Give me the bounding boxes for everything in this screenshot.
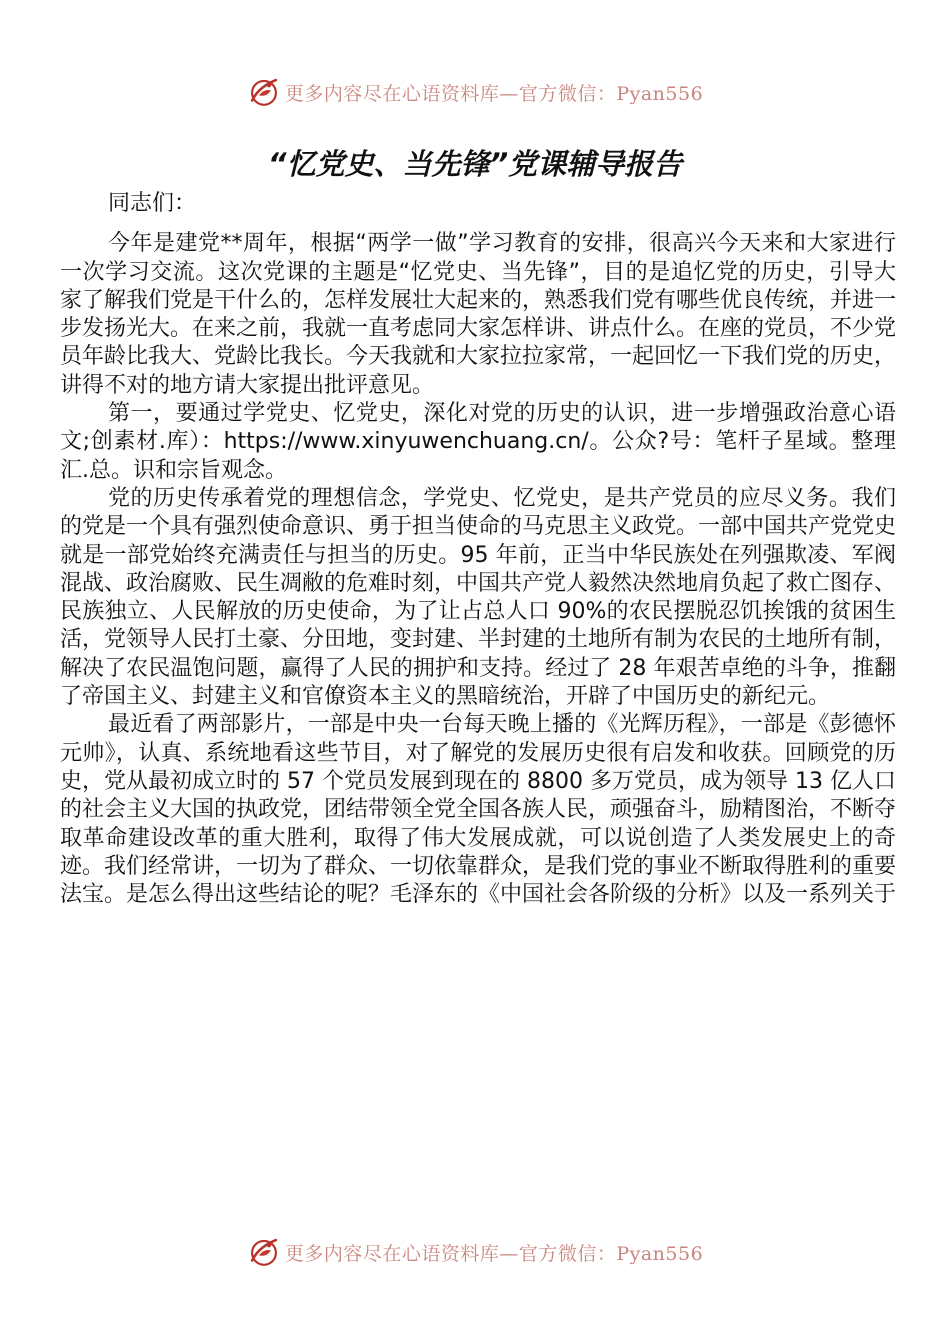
- paragraph: 最近看了两部影片，一部是中央一台每天晚上播的《光辉历程》，一部是《彭德怀元帅》，认真、系统地看这些节目，对了解党的发展历史很有启发和收获。回顾党的历史，党从最初成立时的 57 个党员发展到现在的 8800 多万党员，成为领导 13 亿人口的社会主义大国的执政党，团结带领全党全国各族人民，顽强奋斗，励精图治，不断夺取革命建设改革的重大胜利，取得了伟大发展成就，可以说创造了人类发展史上的奇迹。我们经常讲，一切为了群众、一切依靠群众，是我们党的事业不断取得胜利的重要法宝。是怎么得出这些结论的呢？毛泽东的《中国社会各阶级的分析》以及一系列关于: [60, 712, 897, 908]
- header-banner-text: 更多内容尽在心语资料库—官方微信：Pyan556: [284, 82, 704, 105]
- footer-banner: [0, 1232, 950, 1272]
- brand-logo-icon: [247, 75, 281, 109]
- paragraph: 党的历史传承着党的理想信念，学党史、忆党史，是共产党员的应尽义务。我们的党是一个具有强烈使命意识、勇于担当使命的马克思主义政党。一部中国共产党党史就是一部党始终充满责任与担当的历史。95 年前，正当中华民族处在列强欺凌、军阀混战、政治腐败、民生凋敝的危难时刻，中国共产党人毅然决然地肩负起了救亡图存、民族独立、人民解放的历史使命，为了让占总人口 90%的农民摆脱忍饥挨饿的贫困生活，党领导人民打土豪、分田地，变封建、半封建的土地所有制为农民的土地所有制，解决了农民温饱问题，赢得了人民的拥护和支持。经过了 28 年艰苦卓绝的斗争，推翻了帝国主义、封建主义和官僚资本主义的黑暗统治，开辟了中国历史的新纪元。: [60, 485, 897, 710]
- salutation: 同志们：: [108, 191, 197, 216]
- document-title: “忆党史、当先锋”党课辅导报告: [267, 147, 683, 181]
- document-body: [60, 190, 896, 909]
- paragraph: 今年是建党**周年，根据“两学一做”学习教育的安排，很高兴今天来和大家进行一次学习交流。这次党课的主题是“忆党史、当先锋”，目的是追忆党的历史，引导大家了解我们党是干什么的，怎样发展壮大起来的，熟悉我们党有哪些优良传统，并进一步发扬光大。在来之前，我就一直考虑同大家怎样讲、讲点什么。在座的党员，不少党员年龄比我大、党龄比我长。今天我就和大家拉拉家常，一起回忆一下我们党的历史，讲得不对的地方请大家提出批评意见。: [60, 231, 897, 398]
- paragraph: 第一，要通过学党史、忆党史，深化对党的历史的认识，进一步增强政治意心语文;创素材.库）：https://www.xinyuwenchuang.cn/。公众?号：笔杆子星域。整理汇.总。识和宗旨观念。: [60, 401, 896, 483]
- footer-banner-text: 更多内容尽在心语资料库—官方微信：Pyan556: [284, 1242, 704, 1265]
- header-banner: [0, 72, 950, 112]
- brand-logo-icon: [247, 1235, 281, 1269]
